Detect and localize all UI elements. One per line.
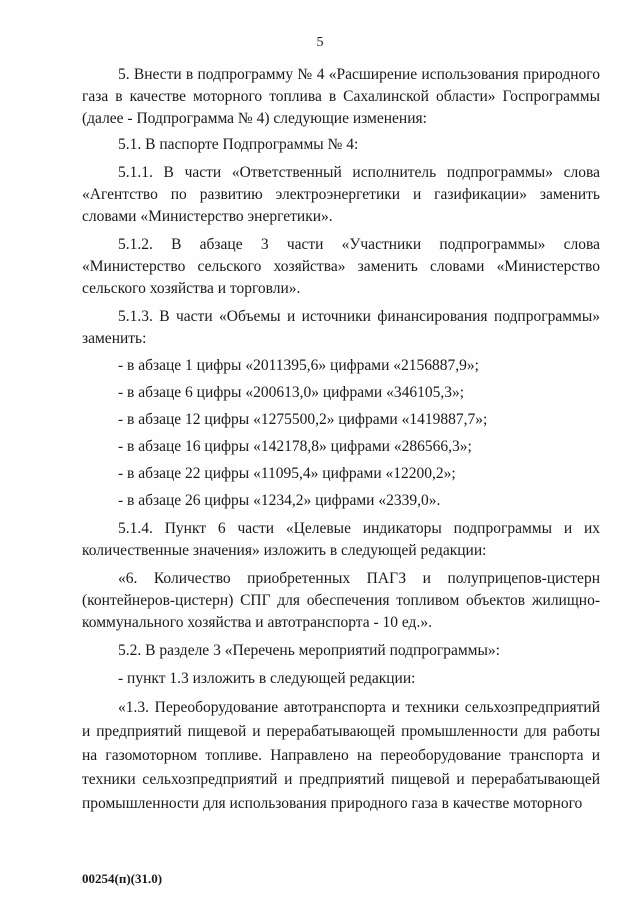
list-item: - в абзаце 12 цифры «1275500,2» цифрами «1419887,7»; [118, 411, 488, 428]
list-item: - в абзаце 26 цифры «1234,2» цифрами «2339,0». [118, 492, 441, 509]
paragraph-5-1-3: 5.1.3. В части «Объемы и источники финансирования подпрограммы» заменить: [82, 308, 600, 347]
list-item: - в абзаце 16 цифры «142178,8» цифрами «286566,3»; [118, 438, 472, 455]
document-body [82, 64, 600, 820]
paragraph-quote-1-3: «1.3. Переоборудование автотранспорта и техники сельхозпредприятий и предприятий пищевой и перерабатывающей промышленности для работы на газомоторном топливе. Направлено на переоборудование транспорта и техники сельхозпредприятий и предприятий пищевой и перерабатывающей промышленности для использования природного газа в качестве моторного [82, 699, 600, 812]
paragraph-quote-6: «6. Количество приобретенных ПАГЗ и полуприцепов-цистерн (контейнеров-цистерн) СПГ для обеспечения топливом объектов жилищно-коммунального хозяйства и автотранспорта - 10 ед.». [82, 570, 600, 631]
paragraph-5-1-4: 5.1.4. Пункт 6 части «Целевые индикаторы подпрограммы и их количественные значения» изложить в следующей редакции: [82, 520, 600, 559]
paragraph-item-1-3: - пункт 1.3 изложить в следующей редакции: [118, 670, 416, 687]
paragraph-5: 5. Внести в подпрограмму № 4 «Расширение использования природного газа в качестве моторного топлива в Сахалинской области» Госпрограммы (далее - Подпрограмма № 4) следующие изменения: [82, 66, 600, 127]
list-item: - в абзаце 1 цифры «2011395,6» цифрами «2156887,9»; [118, 357, 479, 374]
paragraph-5-2: 5.2. В разделе 3 «Перечень мероприятий подпрограммы»: [118, 642, 500, 659]
paragraph-5-1-1: 5.1.1. В части «Ответственный исполнитель подпрограммы» слова «Агентство по развитию электроэнергетики и газификации» заменить словами «Министерство энергетики». [82, 164, 600, 225]
page-number: 5 [316, 35, 324, 50]
replacement-list [82, 352, 600, 514]
paragraph-5-1-2: 5.1.2. В абзаце 3 части «Участники подпрограммы» слова «Министерство сельского хозяйства» заменить словами «Министерство сельского хозяйства и торговли». [82, 236, 600, 297]
footer-document-code: 00254(п)(31.0) [82, 871, 163, 886]
paragraph-5-1: 5.1. В паспорте Подпрограммы № 4: [118, 136, 359, 153]
list-item: - в абзаце 22 цифры «11095,4» цифрами «12200,2»; [118, 465, 456, 482]
list-item: - в абзаце 6 цифры «200613,0» цифрами «346105,3»; [118, 384, 465, 401]
